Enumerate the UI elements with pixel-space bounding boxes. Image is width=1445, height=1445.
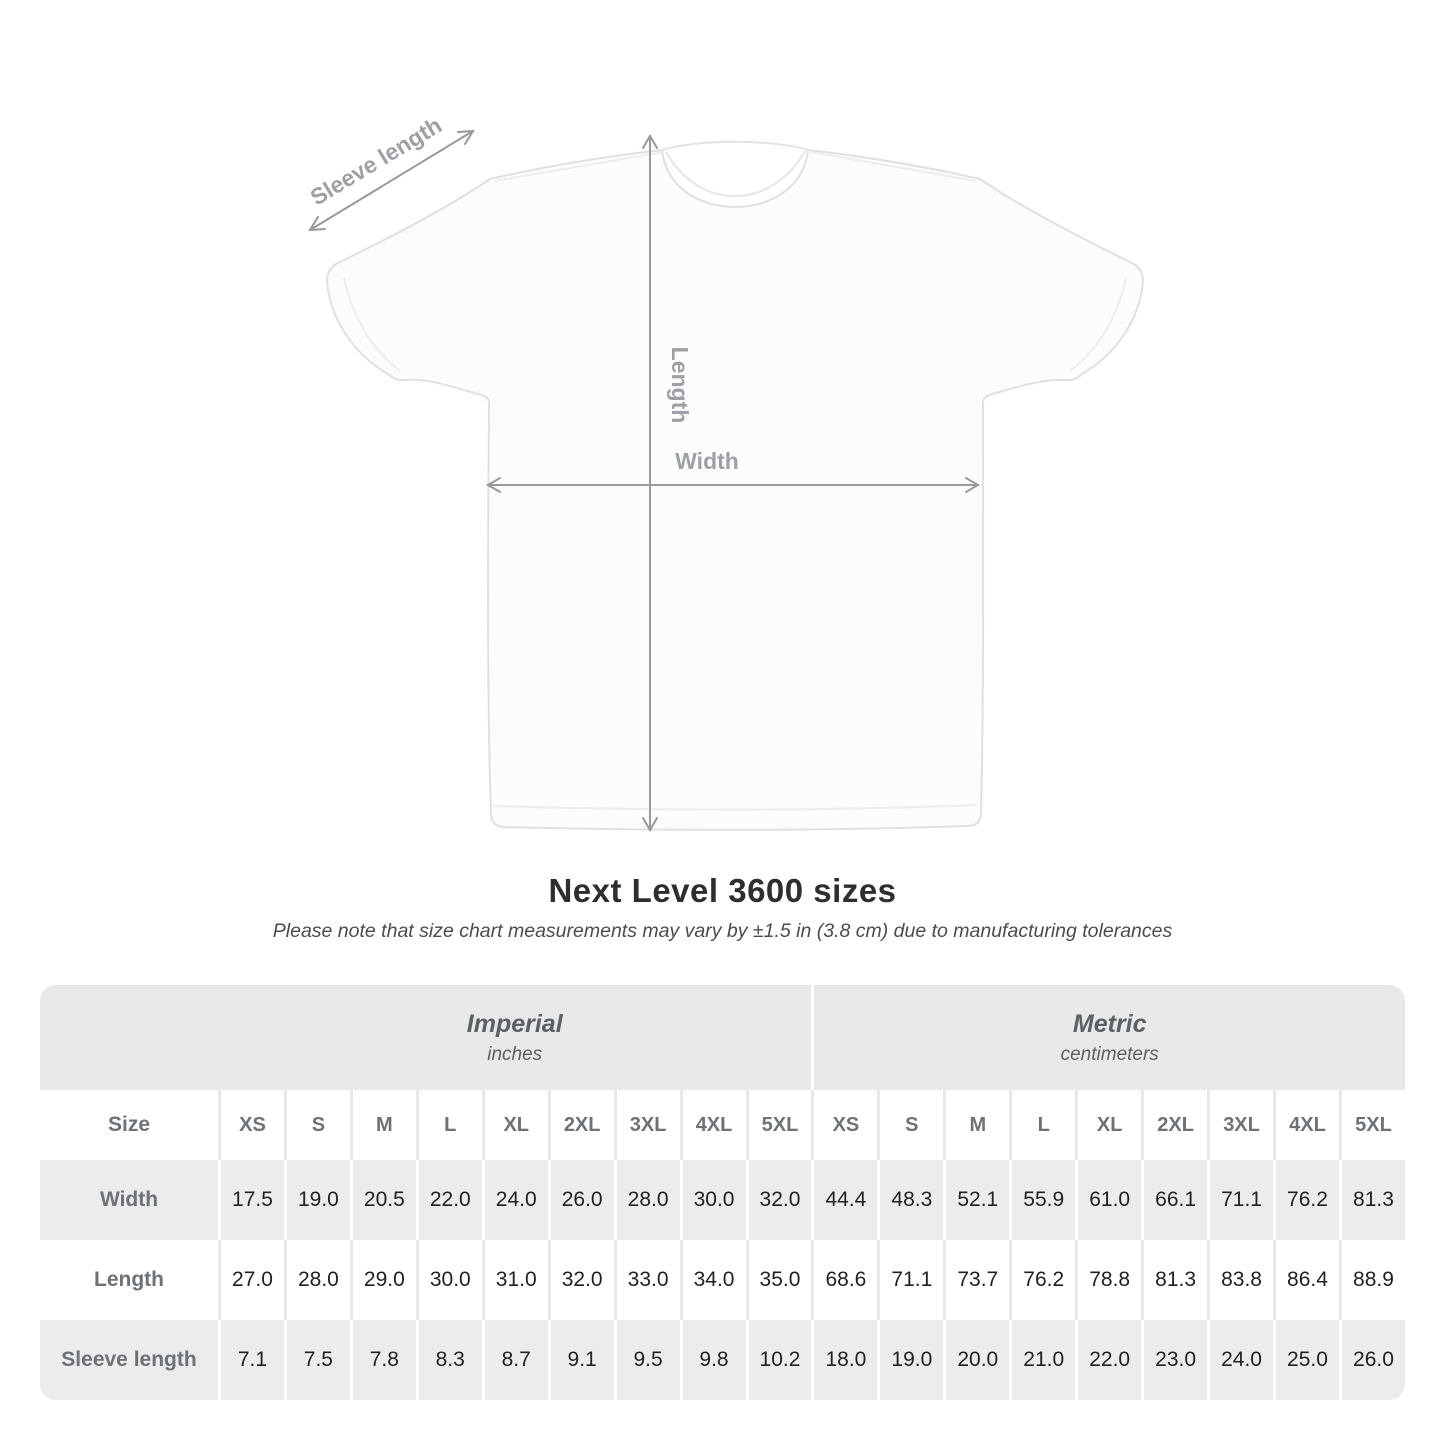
sleeve-metric-value: 23.0 — [1141, 1320, 1207, 1400]
size-cell: XL — [1075, 1090, 1141, 1160]
length-label: Length — [667, 346, 693, 424]
sleeve-metric-value: 18.0 — [811, 1320, 877, 1400]
sleeve-imperial-value: 7.8 — [350, 1320, 416, 1400]
sleeve-metric-value: 21.0 — [1009, 1320, 1075, 1400]
size-cell: 2XL — [1141, 1090, 1207, 1160]
sleeve-length-row — [40, 1320, 1405, 1400]
length-metric-value: 88.9 — [1339, 1240, 1405, 1320]
size-cell: XL — [482, 1090, 548, 1160]
sleeve-metric-value: 24.0 — [1207, 1320, 1273, 1400]
length-imperial-value: 33.0 — [614, 1240, 680, 1320]
size-cell: 2XL — [548, 1090, 614, 1160]
sleeve-metric-value: 26.0 — [1339, 1320, 1405, 1400]
collar-line — [662, 142, 808, 150]
sleeve-metric-value: 20.0 — [943, 1320, 1009, 1400]
size-cell: S — [877, 1090, 943, 1160]
sleeve-imperial-value: 8.7 — [482, 1320, 548, 1400]
width-imperial-value: 24.0 — [482, 1160, 548, 1240]
length-imperial-value: 28.0 — [284, 1240, 350, 1320]
size-cell: 5XL — [1339, 1090, 1405, 1160]
sleeve-metric-value: 22.0 — [1075, 1320, 1141, 1400]
size-row-label: Size — [40, 1090, 218, 1160]
length-metric-value: 76.2 — [1009, 1240, 1075, 1320]
width-imperial-value: 17.5 — [218, 1160, 284, 1240]
size-cell: M — [350, 1090, 416, 1160]
width-metric-value: 61.0 — [1075, 1160, 1141, 1240]
sleeve-imperial-value: 10.2 — [746, 1320, 812, 1400]
length-imperial-value: 30.0 — [416, 1240, 482, 1320]
size-cell: 4XL — [1273, 1090, 1339, 1160]
length-metric-value: 73.7 — [943, 1240, 1009, 1320]
imperial-title: Imperial — [466, 1009, 563, 1038]
sleeve-imperial-value: 9.1 — [548, 1320, 614, 1400]
imperial-header-cell — [218, 985, 811, 1090]
length-imperial-value: 29.0 — [350, 1240, 416, 1320]
size-cell: 4XL — [680, 1090, 746, 1160]
width-imperial-value: 30.0 — [680, 1160, 746, 1240]
length-metric-value: 81.3 — [1141, 1240, 1207, 1320]
length-imperial-value: 31.0 — [482, 1240, 548, 1320]
size-table — [40, 985, 1405, 1400]
unit-header-row — [40, 985, 1405, 1090]
collar-ribbing-line — [666, 151, 805, 196]
sleeve-imperial-value: 7.5 — [284, 1320, 350, 1400]
length-metric-value: 78.8 — [1075, 1240, 1141, 1320]
length-metric-value: 86.4 — [1273, 1240, 1339, 1320]
size-cell: 3XL — [614, 1090, 680, 1160]
length-row — [40, 1240, 1405, 1320]
length-metric-value: 71.1 — [877, 1240, 943, 1320]
width-metric-value: 44.4 — [811, 1160, 877, 1240]
width-label: Width — [675, 448, 739, 474]
width-metric-value: 48.3 — [877, 1160, 943, 1240]
width-row — [40, 1160, 1405, 1240]
width-imperial-value: 32.0 — [746, 1160, 812, 1240]
width-metric-value: 52.1 — [943, 1160, 1009, 1240]
size-cell: L — [1009, 1090, 1075, 1160]
length-metric-value: 68.6 — [811, 1240, 877, 1320]
length-imperial-value: 32.0 — [548, 1240, 614, 1320]
size-cell: XS — [811, 1090, 877, 1160]
metric-header-cell — [811, 985, 1405, 1090]
length-metric-value: 83.8 — [1207, 1240, 1273, 1320]
imperial-unit: inches — [487, 1043, 543, 1065]
sleeve-imperial-value: 7.1 — [218, 1320, 284, 1400]
size-cell: 3XL — [1207, 1090, 1273, 1160]
sleeve-imperial-value: 9.8 — [680, 1320, 746, 1400]
width-imperial-value: 22.0 — [416, 1160, 482, 1240]
width-row-label: Width — [40, 1160, 218, 1240]
width-imperial-value: 19.0 — [284, 1160, 350, 1240]
length-imperial-value: 35.0 — [746, 1240, 812, 1320]
page-subtitle: Please note that size chart measurements may vary by ±1.5 in (3.8 cm) due to manufacturing tolerances — [272, 920, 1173, 942]
length-row-label: Length — [40, 1240, 218, 1320]
width-imperial-value: 20.5 — [350, 1160, 416, 1240]
metric-title: Metric — [1072, 1009, 1147, 1038]
sleeve-imperial-value: 8.3 — [416, 1320, 482, 1400]
size-cell: 5XL — [746, 1090, 812, 1160]
width-imperial-value: 26.0 — [548, 1160, 614, 1240]
size-cell: XS — [218, 1090, 284, 1160]
sleeve-imperial-value: 9.5 — [614, 1320, 680, 1400]
width-imperial-value: 28.0 — [614, 1160, 680, 1240]
size-header-row — [40, 1090, 1405, 1160]
width-metric-value: 76.2 — [1273, 1160, 1339, 1240]
length-imperial-value: 34.0 — [680, 1240, 746, 1320]
size-cell: L — [416, 1090, 482, 1160]
table-corner-cell — [40, 985, 218, 1090]
sleeve-metric-value: 25.0 — [1273, 1320, 1339, 1400]
size-cell: S — [284, 1090, 350, 1160]
width-metric-value: 81.3 — [1339, 1160, 1405, 1240]
page-title: Next Level 3600 sizes — [548, 872, 897, 909]
width-metric-value: 55.9 — [1009, 1160, 1075, 1240]
sleeve-length-label: Sleeve length — [305, 111, 447, 211]
width-metric-value: 66.1 — [1141, 1160, 1207, 1240]
sleeve-metric-value: 19.0 — [877, 1320, 943, 1400]
length-imperial-value: 27.0 — [218, 1240, 284, 1320]
size-cell: M — [943, 1090, 1009, 1160]
metric-unit: centimeters — [1060, 1043, 1159, 1065]
sleeve-row-label: Sleeve length — [40, 1320, 218, 1400]
width-metric-value: 71.1 — [1207, 1160, 1273, 1240]
